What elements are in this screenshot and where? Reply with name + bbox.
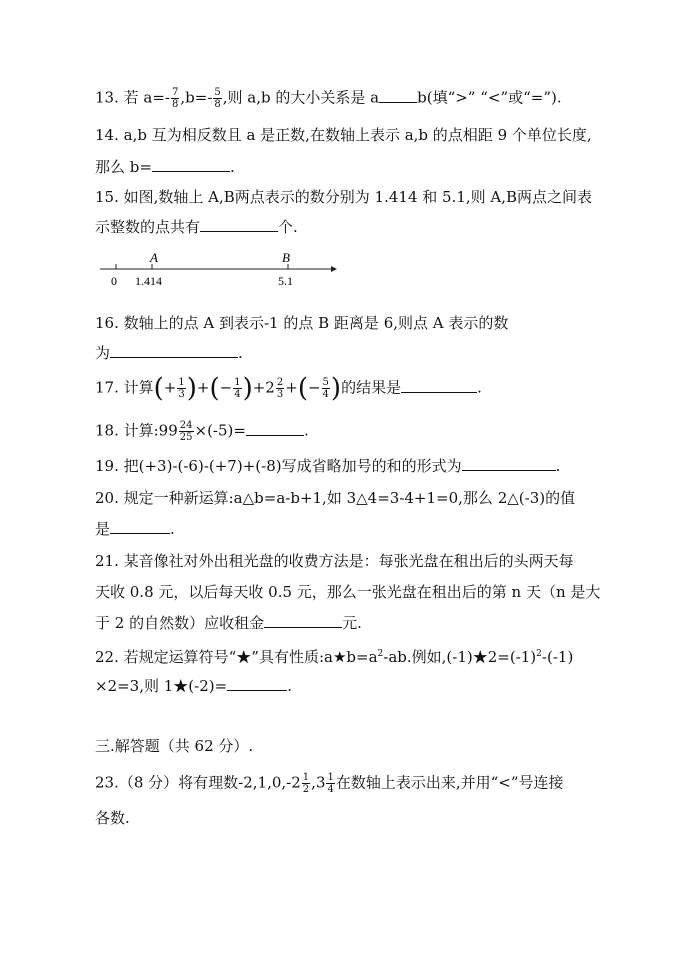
question-16: 16. 数轴上的点 A 到表示-1 的点 B 距离是 6,则点 A 表示的数 [95, 314, 509, 332]
question-18: 18. 计算:99 $\frac{24}{25}$ ×(-5)= . [95, 420, 309, 443]
number-line-figure [95, 248, 345, 290]
answer-blank[interactable] [200, 217, 278, 232]
question-15: 15. 如图,数轴上 A,B两点表示的数分别为 1.414 和 5.1,则 A,B两点之间表 [95, 188, 593, 206]
question-23: 23.（8 分）将有理数-2,1,0,-2 $\frac{1}{2}$ ,3 $\frac{1}{4}$ 在数轴上表示出来,并用“<”号连接 [95, 772, 564, 795]
point-label-a: A [150, 250, 158, 265]
fraction: $\frac{5}{8}$ [214, 87, 221, 110]
tick-label-b: 5.1 [278, 274, 293, 288]
arrow-icon [331, 266, 337, 272]
answer-blank[interactable] [227, 676, 287, 691]
point-label-b: B [282, 250, 290, 265]
answer-blank[interactable] [462, 456, 556, 471]
q13-text: ,b=- [180, 88, 213, 107]
question-13 [95, 87, 562, 110]
tick-label-a: 1.414 [135, 274, 162, 288]
answer-blank[interactable] [152, 157, 230, 172]
answer-blank[interactable] [401, 378, 477, 393]
fraction: $\frac{7}{8}$ [172, 87, 179, 110]
answer-blank[interactable] [379, 88, 417, 103]
section-title: 三.解答题（共 62 分）. [95, 737, 254, 755]
q13-text: b(填“>” “<”或“=”). [417, 88, 562, 107]
answer-blank[interactable] [110, 519, 170, 534]
question-22: 22. 若规定运算符号“★”具有性质$:a★b=a^2-ab$.例如$,(-1)★2=(-1)^2-(-1)$ [95, 648, 574, 666]
question-19: 19. 把(+3)-(-6)-(+7)+(-8)写成省略加号的和的形式为 . [95, 457, 561, 475]
question-23-line2: 各数. [95, 809, 130, 827]
question-14: 14. a,b 互为相反数且 a 是正数,在数轴上表示 a,b 的点相距 9 个单位长度, [95, 126, 592, 144]
question-20-line2: 是 . [95, 520, 175, 538]
q13-text: ,则 a,b 的大小关系是 a [222, 88, 380, 107]
question-15-line2: 示整数的点共有 个. [95, 218, 298, 236]
question-21-line3: 于 2 的自然数）应收租金 元. [95, 614, 362, 632]
question-16-line2: 为 . [95, 344, 243, 362]
answer-blank[interactable] [110, 343, 238, 358]
q13-number: 13. [95, 88, 119, 107]
q13-text: 若 a=- [123, 88, 170, 107]
tick-label-0: 0 [111, 274, 117, 288]
answer-blank[interactable] [246, 421, 304, 436]
question-17: 17. 计算(+ $\frac{1}{3}$ )+(− $\frac{1}{4}$ )+2 $\frac{2}{3}$ +(− $\frac{5}{4}$ )的结果是 . [95, 373, 482, 404]
question-21-line2: 天收 0.8 元，以后每天收 0.5 元，那么一张光盘在租出后的第 n 天（n 是大 [95, 583, 601, 601]
question-21: 21. 某音像社对外出租光盘的收费方法是：每张光盘在租出后的头两天每 [95, 552, 574, 570]
question-20: 20. 规定一种新运算:a△b=a-b+1,如 3△4=3-4+1=0,那么 2△(-3)的值 [95, 489, 576, 507]
question-14-line2: 那么 b= . [95, 158, 235, 176]
question-22-line2: ×2=3,则 1★(-2)= . [95, 677, 292, 695]
answer-blank[interactable] [264, 613, 342, 628]
